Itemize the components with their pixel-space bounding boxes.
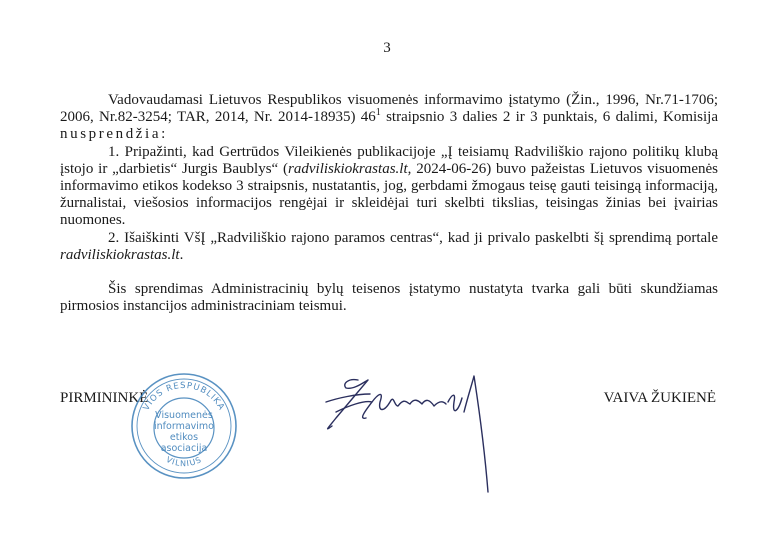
svg-text:informavimo: informavimo xyxy=(154,421,214,432)
article-superscript: 1 xyxy=(375,107,381,119)
svg-text:asociacija: asociacija xyxy=(160,443,208,454)
stamp-seal xyxy=(128,370,240,482)
chair-name: VAIVA ŽUKIENĖ xyxy=(603,390,716,406)
chair-role-label: PIRMININKĖ xyxy=(60,390,149,406)
portal-name: radviliskiokrastas.lt xyxy=(60,246,180,263)
svg-text:Visuomenės: Visuomenės xyxy=(155,410,213,421)
signature-row xyxy=(0,370,774,500)
portal-name: radviliskiokrastas.lt xyxy=(288,160,408,177)
svg-text:VILNIUS: VILNIUS xyxy=(164,454,204,469)
paragraph-decision-1: 1. Pripažinti, kad Gertrūdos Vileikienės publikacijoje „Į teisiamų Radviliškio rajono politikų klubą įstojo ir „darbietis“ Jurgis Baublys“ (radviliskiokrastas.lt, 2024-06-26) buvo pažeistas Lietuvos visuomenės informavimo etikos kodekso 3 straipsnis, nustatantis, jog, gerbdami žmogaus teisę gauti teisingą informaciją, žurnalistai, viešosios informacijos rengėjai ir skleidėjai turi skelbti tikslias, teisingas žinias bei įvairias nuomones. xyxy=(60,143,718,229)
paragraph-appeal-notice: Šis sprendimas Administracinių bylų teisenos įstatymo nustatyta tvarka gali būti skundžiamas pirmosios instancijos administraciniam teismui. xyxy=(60,281,718,315)
paragraph-legal-basis: Vadovaudamasi Lietuvos Respublikos visuomenės informavimo įstatymo (Žin., 1996, Nr.71-1706; 2006, Nr.82-3254; TAR, 2014, Nr. 2014-18935) $46^1$ straipsnio 3 dalies 2 ir 3 punktais, 6 dalimi, Komisija nusprendžia: xyxy=(60,92,718,143)
decision-body xyxy=(60,92,718,315)
page-number: 3 xyxy=(383,40,391,56)
decides-word: nusprendžia xyxy=(60,126,162,143)
svg-text:etikos: etikos xyxy=(169,432,199,443)
handwritten-signature xyxy=(318,372,508,497)
svg-text:VIOS RESPUBLIKA: VIOS RESPUBLIKA xyxy=(141,380,227,413)
paragraph-decision-2: 2. Išaiškinti VšĮ „Radviliškio rajono paramos centras“, kad ji privalo paskelbti šį sprendimą portale radviliskiokrastas.lt. xyxy=(60,229,718,263)
